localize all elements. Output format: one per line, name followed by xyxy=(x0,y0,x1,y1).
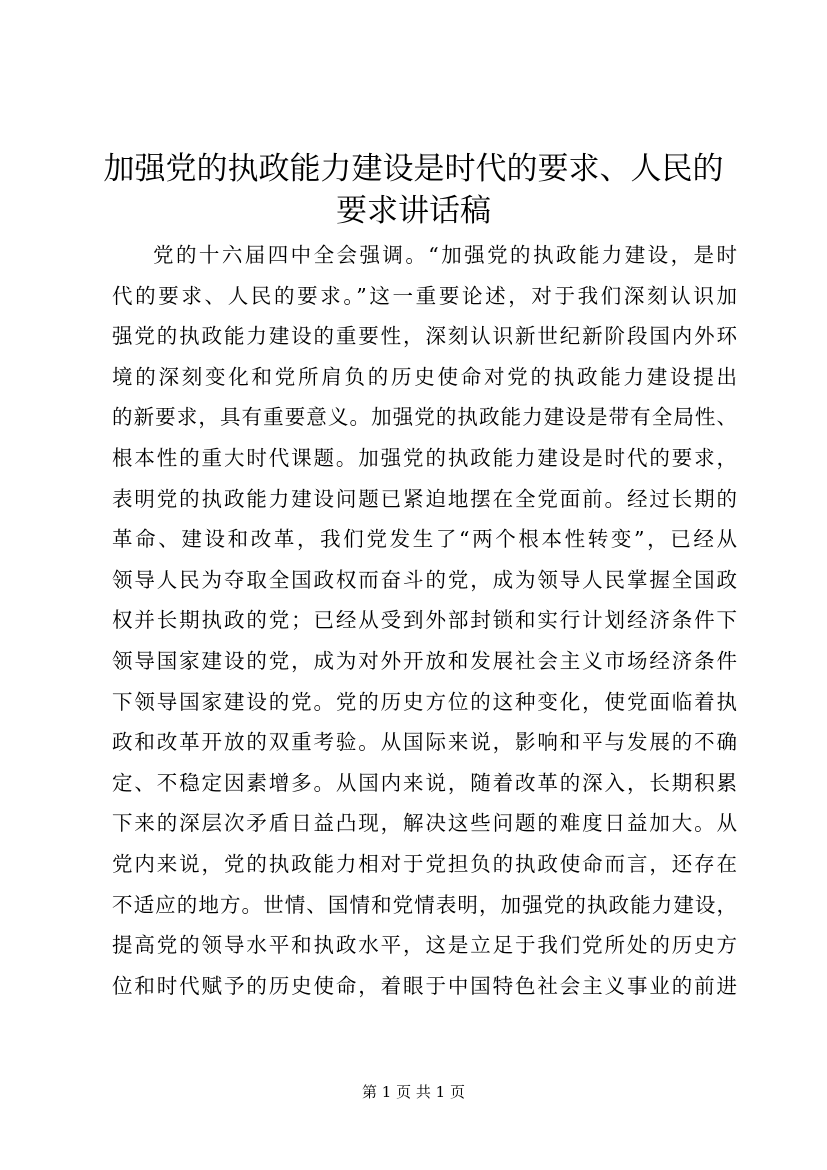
body-line: 政和改革开放的双重考验。从国际来说，影响和平与发展的不确 xyxy=(112,730,737,755)
title-line-2: 要求讲话稿 xyxy=(336,193,491,229)
body-line: 强党的执政能力建设的重要性，深刻认识新世纪新阶段国内外环 xyxy=(112,324,737,349)
body-paragraph xyxy=(112,235,737,1006)
body-line: 表明党的执政能力建设问题已紧迫地摆在全党面前。经过长期的 xyxy=(112,486,737,511)
body-line: 定、不稳定因素增多。从国内来说，随着改革的深入，长期积累 xyxy=(112,770,737,795)
title-line-1: 加强党的执政能力建设是时代的要求、人民的 xyxy=(103,151,724,187)
body-line: 的新要求，具有重要意义。加强党的执政能力建设是带有全局性、 xyxy=(112,405,737,430)
body-line: 提高党的领导水平和执政水平，这是立足于我们党所处的历史方 xyxy=(112,933,737,958)
body-line: 领导国家建设的党，成为对外开放和发展社会主义市场经济条件 xyxy=(112,648,737,673)
body-line: 根本性的重大时代课题。加强党的执政能力建设是时代的要求， xyxy=(112,445,737,470)
body-line: 党内来说，党的执政能力相对于党担负的执政使命而言，还存在 xyxy=(112,851,737,876)
document-title xyxy=(90,148,737,232)
body-line: 领导人民为夺取全国政权而奋斗的党，成为领导人民掌握全国政 xyxy=(112,567,737,592)
body-line: 下来的深层次矛盾日益凸现，解决这些问题的难度日益加大。从 xyxy=(112,811,737,836)
page-footer: 第 1 页 共 1 页 xyxy=(362,1083,465,1101)
body-line: 党的十六届四中全会强调。“加强党的执政能力建设，是时 xyxy=(153,243,737,267)
body-line: 不适应的地方。世情、国情和党情表明，加强党的执政能力建设， xyxy=(112,892,737,917)
body-line: 境的深刻变化和党所肩负的历史使命对党的执政能力建设提出 xyxy=(112,364,737,389)
body-line: 代的要求、人民的要求。”这一重要论述，对于我们深刻认识加 xyxy=(112,283,737,308)
body-line: 下领导国家建设的党。党的历史方位的这种变化，使党面临着执 xyxy=(112,689,737,714)
body-line: 位和时代赋予的历史使命，着眼于中国特色社会主义事业的前进 xyxy=(112,973,737,998)
body-line: 权并长期执政的党；已经从受到外部封锁和实行计划经济条件下 xyxy=(112,608,737,633)
body-line: 革命、建设和改革，我们党发生了“两个根本性转变”，已经从 xyxy=(112,527,737,552)
